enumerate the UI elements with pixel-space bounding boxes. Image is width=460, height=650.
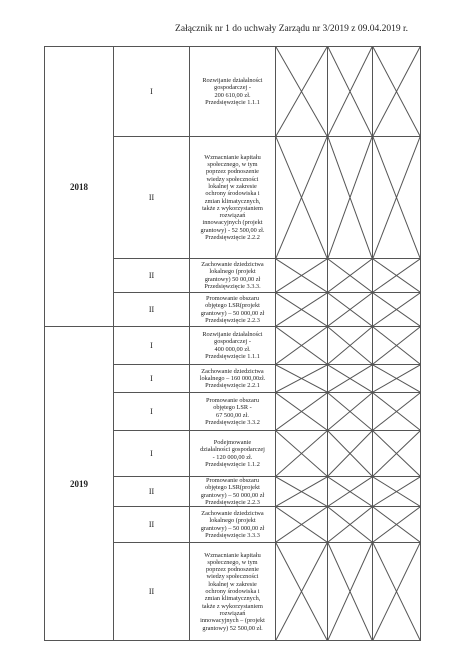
description-line: Podejmowanie bbox=[213, 438, 252, 446]
crossed-out-cell bbox=[373, 293, 421, 327]
description-line: zmian klimatycznych, bbox=[204, 197, 261, 205]
description-line: gospodarczej - bbox=[214, 84, 251, 92]
description-line: lokalnej w zakresie bbox=[208, 182, 257, 190]
description-line: lokalnego (projekt bbox=[209, 517, 256, 525]
description-line: poprzez podnoszenie bbox=[206, 168, 259, 176]
cross-mark-icon bbox=[328, 365, 372, 392]
description-line: wiedzy społeczności bbox=[206, 175, 259, 183]
description-line: grantowy) – 50 000,00 zł bbox=[200, 524, 265, 532]
description-line: Promowanie obszaru bbox=[206, 294, 259, 302]
description-line: - 120 000,00 zł. bbox=[212, 453, 253, 461]
description-line: 67 500,00 zł. bbox=[216, 411, 249, 419]
phase-cell: I bbox=[114, 431, 190, 477]
description-line: rozwiązań bbox=[219, 212, 246, 220]
description-cell bbox=[190, 393, 276, 431]
description-line: grantowy) 52 500,00 zł. bbox=[202, 624, 263, 632]
crossed-out-cell bbox=[373, 327, 421, 365]
description-line: grantowy) – 50 000,00 zł bbox=[200, 491, 265, 499]
crossed-out-cell bbox=[373, 543, 421, 641]
description-line: Zachowanie dziedzictwa bbox=[201, 260, 264, 268]
cross-mark-icon bbox=[373, 477, 420, 506]
description-line: Przedsięwzięcie 3.3.3. bbox=[204, 282, 261, 290]
crossed-out-cell bbox=[276, 259, 328, 293]
phase-cell: II bbox=[114, 293, 190, 327]
cross-mark-icon bbox=[373, 543, 420, 640]
description-cell bbox=[190, 477, 276, 507]
description-line: innowacyjnych (projekt bbox=[202, 219, 263, 227]
cross-mark-icon bbox=[328, 293, 372, 326]
phase-cell: I bbox=[114, 393, 190, 431]
description-line: 400 000,00 zł. bbox=[214, 345, 251, 353]
description-line: Przedsięwzięcie 2.2.1 bbox=[205, 382, 260, 390]
cross-mark-icon bbox=[328, 47, 372, 136]
description-cell bbox=[190, 293, 276, 327]
crossed-out-cell bbox=[328, 259, 373, 293]
description-line: Przedsięwzięcie 1.1.1 bbox=[205, 98, 260, 106]
phase-cell: II bbox=[114, 543, 190, 641]
description-line: Przedsięwzięcie 2.2.3 bbox=[205, 316, 260, 324]
cross-mark-icon bbox=[328, 477, 372, 506]
crossed-out-cell bbox=[373, 507, 421, 543]
description-line: Zachowanie dziedzictwa bbox=[201, 367, 264, 375]
crossed-out-cell bbox=[276, 327, 328, 365]
phase-cell: I bbox=[114, 327, 190, 365]
description-line: Promowanie obszaru bbox=[206, 477, 259, 484]
description-line: objętego LSR(projekt bbox=[205, 302, 260, 310]
description-line: rozwiązań bbox=[219, 609, 246, 617]
cross-mark-icon bbox=[276, 137, 327, 258]
cross-mark-icon bbox=[328, 507, 372, 542]
crossed-out-cell bbox=[276, 477, 328, 507]
table-row bbox=[45, 327, 421, 365]
cross-mark-icon bbox=[373, 507, 420, 542]
description-line: społecznego, w tym bbox=[207, 161, 258, 169]
phase-cell: II bbox=[114, 137, 190, 259]
phase-cell: I bbox=[114, 365, 190, 393]
phase-cell: I bbox=[114, 47, 190, 137]
cross-mark-icon bbox=[276, 327, 327, 364]
description-line: lokalnej w zakresie bbox=[208, 580, 257, 588]
crossed-out-cell bbox=[373, 431, 421, 477]
crossed-out-cell bbox=[328, 507, 373, 543]
description-cell bbox=[190, 365, 276, 393]
description-line: Przedsięwzięcie 3.3.3 bbox=[205, 531, 260, 539]
cross-mark-icon bbox=[276, 393, 327, 430]
cross-mark-icon bbox=[328, 327, 372, 364]
crossed-out-cell bbox=[328, 327, 373, 365]
phase-cell: II bbox=[114, 507, 190, 543]
description-line: lokalnego – 160 000,00zł. bbox=[199, 374, 266, 382]
crossed-out-cell bbox=[276, 293, 328, 327]
description-line: grantowy) – 50 000,00 zł bbox=[200, 309, 265, 317]
description-cell bbox=[190, 327, 276, 365]
cross-mark-icon bbox=[276, 431, 327, 476]
cross-mark-icon bbox=[276, 507, 327, 542]
description-line: objętego LSR(projekt bbox=[205, 484, 260, 492]
description-line: ochrony środowiska i bbox=[205, 588, 260, 596]
cross-mark-icon bbox=[328, 431, 372, 476]
cross-mark-icon bbox=[373, 259, 420, 292]
table-row bbox=[45, 47, 421, 137]
year-cell: 2018 bbox=[45, 47, 114, 327]
crossed-out-cell bbox=[373, 393, 421, 431]
description-line: działalności gospodarczej bbox=[200, 446, 265, 454]
description-cell bbox=[190, 507, 276, 543]
crossed-out-cell bbox=[373, 365, 421, 393]
description-line: także z wykorzystaniem bbox=[202, 602, 263, 610]
crossed-out-cell bbox=[276, 47, 328, 137]
crossed-out-cell bbox=[276, 137, 328, 259]
crossed-out-cell bbox=[373, 259, 421, 293]
description-line: Przedsięwzięcie 1.1.1 bbox=[205, 352, 260, 360]
description-line: Przedsięwzięcie 2.2.3 bbox=[205, 498, 260, 506]
crossed-out-cell bbox=[373, 47, 421, 137]
cross-mark-icon bbox=[373, 393, 420, 430]
cross-mark-icon bbox=[373, 137, 420, 258]
cross-mark-icon bbox=[328, 137, 372, 258]
description-cell bbox=[190, 47, 276, 137]
description-line: Przedsięwzięcie 2.2.2 bbox=[205, 233, 260, 241]
description-line: Rozwijanie działalności bbox=[202, 330, 263, 338]
crossed-out-cell bbox=[328, 47, 373, 137]
crossed-out-cell bbox=[276, 365, 328, 393]
crossed-out-cell bbox=[276, 507, 328, 543]
description-cell bbox=[190, 431, 276, 477]
description-line: zmian klimatycznych, bbox=[204, 595, 261, 603]
cross-mark-icon bbox=[276, 543, 327, 640]
description-cell bbox=[190, 543, 276, 641]
description-line: objętego LSR - bbox=[213, 404, 252, 412]
description-line: społecznego, w tym bbox=[207, 558, 258, 566]
description-line: innowacyjnych – (projekt bbox=[200, 617, 265, 625]
description-line: wiedzy społeczności bbox=[206, 573, 259, 581]
description-line: 200 610,00 zł. bbox=[214, 91, 251, 99]
description-line: Przedsięwzięcie 3.3.2 bbox=[205, 418, 260, 426]
cross-mark-icon bbox=[276, 259, 327, 292]
cross-mark-icon bbox=[373, 47, 420, 136]
description-line: Zachowanie dziedzictwa bbox=[201, 510, 264, 518]
crossed-out-cell bbox=[328, 137, 373, 259]
cross-mark-icon bbox=[276, 293, 327, 326]
cross-mark-icon bbox=[373, 431, 420, 476]
crossed-out-cell bbox=[328, 477, 373, 507]
description-line: Wzmacnianie kapitału bbox=[204, 551, 261, 559]
phase-cell: II bbox=[114, 259, 190, 293]
description-line: poprzez podnoszenie bbox=[206, 566, 259, 574]
description-cell bbox=[190, 259, 276, 293]
crossed-out-cell bbox=[373, 477, 421, 507]
phase-cell: II bbox=[114, 477, 190, 507]
crossed-out-cell bbox=[328, 543, 373, 641]
description-line: Przedsięwzięcie 1.1.2 bbox=[205, 460, 260, 468]
description-line: lokalnego (projekt bbox=[209, 268, 256, 276]
cross-mark-icon bbox=[276, 47, 327, 136]
cross-mark-icon bbox=[373, 327, 420, 364]
cross-mark-icon bbox=[276, 365, 327, 392]
document-header: Załącznik nr 1 do uchwały Zarządu nr 3/2019 z 09.04.2019 r. bbox=[175, 24, 408, 34]
cross-mark-icon bbox=[276, 477, 327, 506]
crossed-out-cell bbox=[328, 365, 373, 393]
cross-mark-icon bbox=[328, 259, 372, 292]
description-line: gospodarczej - bbox=[214, 338, 251, 346]
cross-mark-icon bbox=[328, 543, 372, 640]
schedule-table bbox=[44, 46, 421, 641]
crossed-out-cell bbox=[328, 393, 373, 431]
description-line: także z wykorzystaniem bbox=[202, 204, 263, 212]
crossed-out-cell bbox=[328, 431, 373, 477]
cross-mark-icon bbox=[373, 293, 420, 326]
description-line: grantowy) - 52 500,00 zł. bbox=[200, 226, 265, 234]
crossed-out-cell bbox=[328, 293, 373, 327]
cross-mark-icon bbox=[328, 393, 372, 430]
description-line: Wzmacnianie kapitału bbox=[204, 153, 261, 161]
description-line: grantowy) 50 00,00 zł bbox=[204, 275, 261, 283]
description-cell bbox=[190, 137, 276, 259]
description-line: Promowanie obszaru bbox=[206, 396, 259, 404]
crossed-out-cell bbox=[276, 543, 328, 641]
year-cell: 2019 bbox=[45, 327, 114, 641]
cross-mark-icon bbox=[373, 365, 420, 392]
crossed-out-cell bbox=[276, 431, 328, 477]
description-line: ochrony środowiska i bbox=[205, 190, 260, 198]
description-line: Rozwijanie działalności bbox=[202, 76, 263, 84]
crossed-out-cell bbox=[373, 137, 421, 259]
crossed-out-cell bbox=[276, 393, 328, 431]
